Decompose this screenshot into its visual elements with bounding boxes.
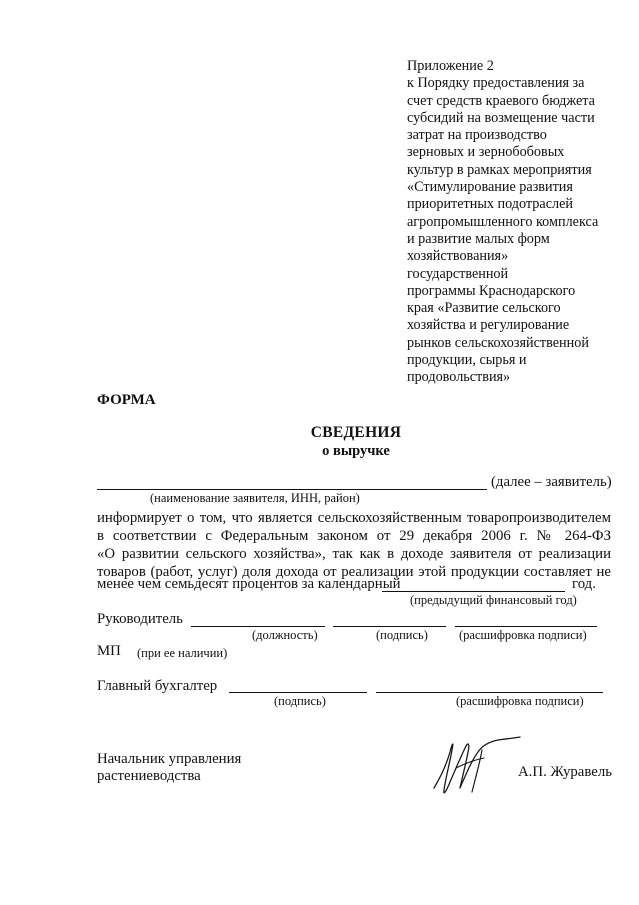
appendix-line: культур в рамках мероприятия [407,161,592,178]
head-signature-field-line[interactable] [333,626,446,627]
appendix-line: затрат на производство [407,127,547,144]
body-last-line-end: год. [572,576,596,592]
appendix-line: счет средств краевого бюджета [407,92,595,109]
body-last-line-start: менее чем семьдесят процентов за календарный [97,576,401,592]
stamp-hint: (при ее наличии) [137,646,228,660]
accountant-signature-field-line[interactable] [229,692,367,693]
footer-position-line2: растениеводства [97,768,201,784]
applicant-name-field-line[interactable] [97,489,487,490]
head-decoding-field-line[interactable] [455,626,597,627]
body-line: информирует о том, что является сельскохозяйственным товаропроизводителем [97,510,611,526]
appendix-line: государственной [407,265,509,282]
appendix-line: продовольствия» [407,369,511,386]
appendix-header [407,58,598,387]
footer-position-line1: Начальник управления [97,751,242,767]
head-label: Руководитель [97,611,183,627]
appendix-line: программы Краснодарского [407,282,576,299]
document-subtitle: о выручке [322,443,390,459]
appendix-line: субсидий на возмещение части [407,109,595,126]
body-line: товаров (работ, услуг) доля дохода от реализации этой продукции составляет не [97,564,611,580]
head-position-hint: (должность) [252,628,318,642]
document-title: СВЕДЕНИЯ [310,424,402,441]
accountant-decoding-field-line[interactable] [376,692,603,693]
applicant-hint: (наименование заявителя, ИНН, район) [150,491,360,505]
appendix-line: рынков сельскохозяйственной [407,334,589,351]
appendix-line: Приложение 2 [407,58,494,74]
body-line: «О развитии сельского хозяйства», так как в доходе заявителя от реализации [97,546,611,562]
year-field-line[interactable] [382,591,565,592]
handwritten-signature [426,730,526,800]
head-decoding-hint: (расшифровка подписи) [459,628,587,642]
form-label: ФОРМА [97,392,156,408]
appendix-line: приоритетных подотраслей [407,196,573,213]
accountant-decoding-hint: (расшифровка подписи) [456,694,584,708]
body-paragraph [97,509,611,581]
body-line: в соответствии с Федеральным законом от 29 декабря 2006 г. № 264-ФЗ [97,528,611,544]
appendix-line: агропромышленного комплекса [407,213,599,230]
appendix-line: хозяйствования» [407,248,509,265]
applicant-suffix: (далее – заявитель) [491,474,612,490]
appendix-line: края «Развитие сельского [407,300,561,317]
year-hint: (предыдущий финансовый год) [410,593,577,607]
appendix-line: хозяйства и регулирование [407,317,570,334]
head-signature-hint: (подпись) [376,628,428,642]
accountant-label: Главный бухгалтер [97,678,218,694]
appendix-line: к Порядку предоставления за [407,75,585,92]
appendix-line: продукции, сырья и [407,352,527,369]
stamp-label: МП [97,643,121,659]
footer-signatory-name: А.П. Журавель [518,764,612,780]
head-position-field-line[interactable] [191,626,325,627]
accountant-signature-hint: (подпись) [274,694,326,708]
appendix-line: и развитие малых форм [407,230,550,247]
appendix-line: зерновых и зернобобовых [407,144,565,161]
appendix-line: «Стимулирование развития [407,179,573,196]
